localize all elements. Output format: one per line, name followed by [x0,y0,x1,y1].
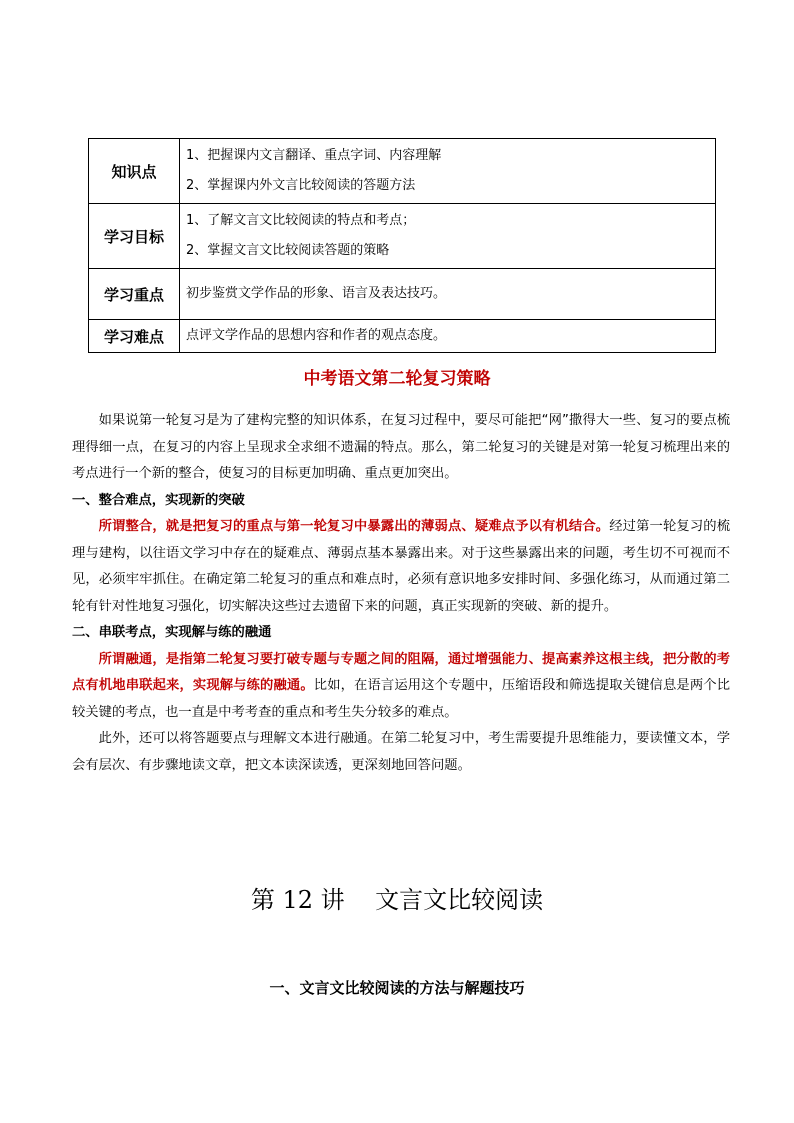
content-line: 1、把握课内文言翻译、重点字词、内容理解 [186,148,442,163]
highlight-text: 所谓融通，是指第二轮复习要打破专题与专题之间的阻隔，通过增强能力、提高素养这根主线，把分散的考点有机地串联起来，实现解与练的融通。 [72,651,730,693]
row-content [180,204,716,269]
content-line: 2、掌握课内外文言比较阅读的答题方法 [186,178,416,193]
section-heading-2: 二、串联考点，实现解与练的融通 [72,625,272,640]
study-info-table [88,138,716,353]
row-label-focus: 学习重点 [89,269,180,320]
table-row [89,269,716,320]
content-line: 初步鉴赏文学作品的形象、语言及表达技巧。 [186,286,447,301]
article-body [72,408,730,779]
row-content [180,269,716,320]
row-content [180,320,716,353]
content-line: 1、了解文言文比较阅读的特点和考点； [186,213,416,228]
article-title: 中考语文第二轮复习策略 [303,369,491,389]
table-row [89,139,716,204]
highlight-text: 所谓整合，就是把复习的重点与第一轮复习中暴露出的薄弱点、疑难点予以有机结合。 [98,519,610,534]
row-label-goals: 学习目标 [89,204,180,269]
section-paragraph-2 [72,647,730,727]
row-label-knowledge: 知识点 [89,139,180,204]
table-row [89,204,716,269]
paragraph-text: 经过第一轮复习的梳理与建构，以往语文学习中存在的疑难点、薄弱点基本暴露出来。对于这些暴露出来的问题，考生切不可视而不见，必须牢牢抓住。在确定第二轮复习的重点和难点时，必须有意识地多安排时间、多强化练习，从而通过第二轮有针对性地复习强化，切实解决这些过去遗留下来的问题，真正实现新的突破、新的提升。 [72,519,731,614]
content-line: 2、掌握文言文比较阅读答题的策略 [186,243,390,258]
section-paragraph-1 [72,514,730,620]
table-row [89,320,716,353]
section-heading-1: 一、整合难点，实现新的突破 [72,492,245,508]
intro-paragraph: 如果说第一轮复习是为了建构完整的知识体系，在复习过程中，要尽可能把“网”撒得大一些、复习的要点梳理得细一点，在复习的内容上呈现求全求细不遗漏的特点。那么，第二轮复习的关键是对第一轮复习梳理出来的考点进行一个新的整合，使复习的目标更加明确、重点更加突出。 [72,413,730,481]
paragraph-text: 比如，在语言运用这个专题中，压缩语段和筛选提取关键信息是两个比较关键的考点，也一直是中考考查的重点和考生失分较多的难点。 [72,678,731,720]
lecture-subtitle: 一、文言文比较阅读的方法与解题技巧 [269,979,525,997]
content-line: 点评文学作品的思想内容和作者的观点态度。 [186,328,447,343]
lecture-title: 第 12 讲 文言文比较阅读 [250,886,544,914]
row-label-difficulty: 学习难点 [89,320,180,353]
section-paragraph-3: 此外，还可以将答题要点与理解文本进行融通。在第二轮复习中，考生需要提升思维能力，要读懂文本，学会有层次、有步骤地读文章，把文本读深读透，更深刻地回答问题。 [72,731,730,773]
row-content [180,139,716,204]
